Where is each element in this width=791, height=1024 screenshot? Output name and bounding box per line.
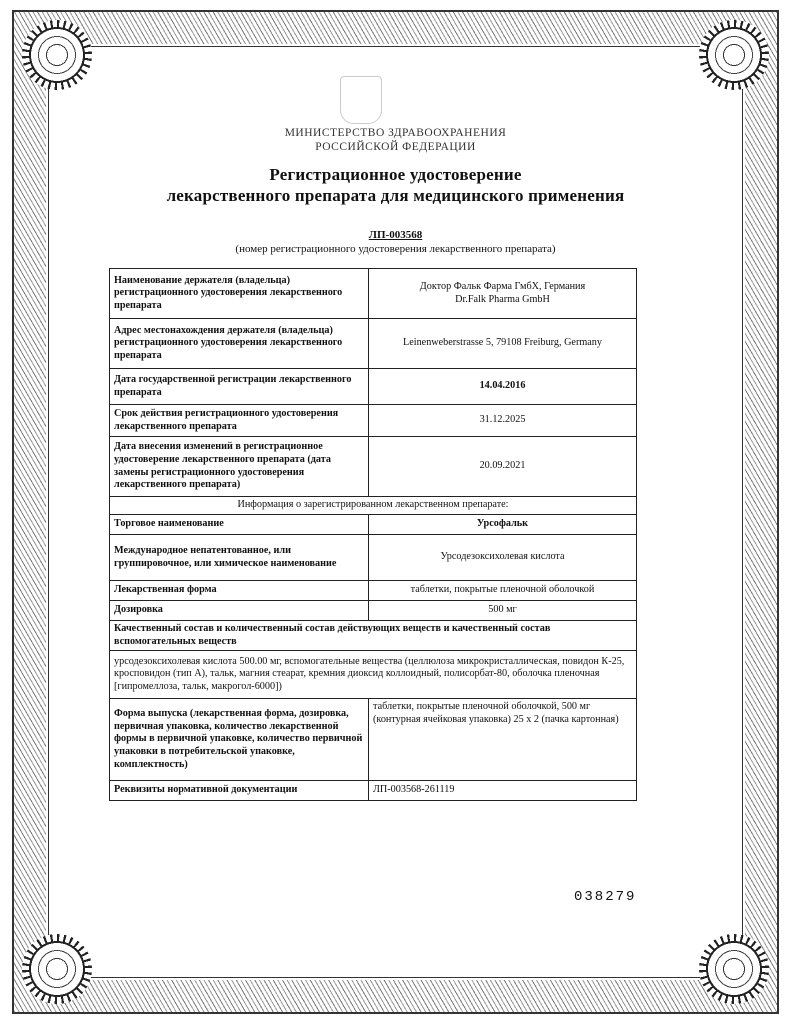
table-row <box>110 781 637 801</box>
serial-number: 038279 <box>574 889 637 905</box>
corner-rosette <box>699 20 769 90</box>
row-label: Лекарственная форма <box>110 581 369 601</box>
table-row <box>110 581 637 601</box>
table-row <box>110 269 637 319</box>
row-label: Форма выпуска (лекарственная форма, дозировка, первичная упаковка, количество лекарственной формы в первичной упаковке, количество первичной упаковки в потребительской упаковке, комплектность) <box>110 699 369 781</box>
table-row <box>110 369 637 405</box>
table-row <box>110 437 637 497</box>
row-label: Срок действия регистрационного удостоверения лекарственного препарата <box>110 405 369 437</box>
info-heading: Информация о зарегистрированном лекарственном препарате: <box>110 497 637 515</box>
holder-name-ru: Доктор Фальк Фарма ГмбХ, Германия <box>419 280 586 292</box>
registration-number: ЛП-003568 <box>368 229 423 241</box>
table-row <box>110 651 637 699</box>
table-row <box>110 405 637 437</box>
row-label: Дата внесения изменений в регистрационное удостоверение лекарственного препарата (дата замены регистрационного удостоверения лекарственного препарата) <box>110 437 369 497</box>
table-row <box>110 319 637 369</box>
ministry-line: РОССИЙСКОЙ ФЕДЕРАЦИИ <box>315 141 476 153</box>
registration-number-caption: (номер регистрационного удостоверения лекарственного препарата) <box>235 243 556 255</box>
table-row <box>110 515 637 535</box>
state-emblem-icon <box>340 76 382 124</box>
table-row <box>110 601 637 621</box>
table-row <box>110 699 637 781</box>
normdoc-value: ЛП-003568-261119 <box>369 781 637 801</box>
document-title <box>0 164 791 206</box>
holder-address: Leinenweberstrasse 5, 79108 Freiburg, Germany <box>369 319 637 369</box>
holder-value <box>369 269 637 319</box>
row-label: Дозировка <box>110 601 369 621</box>
row-label: Дата государственной регистрации лекарственного препарата <box>110 369 369 405</box>
dosage-form: таблетки, покрытые пленочной оболочкой <box>369 581 637 601</box>
row-label: Торговое наименование <box>110 515 369 535</box>
table-row <box>110 535 637 581</box>
validity-date: 31.12.2025 <box>369 405 637 437</box>
ministry-heading <box>0 126 791 154</box>
table-row <box>110 621 637 651</box>
table-row <box>110 497 637 515</box>
certificate-table <box>109 268 637 801</box>
ministry-line: МИНИСТЕРСТВО ЗДРАВООХРАНЕНИЯ <box>284 127 507 139</box>
composition-value: урсодезоксихолевая кислота 500.00 мг, вспомогательные вещества (целлюлоза микрокристаллическая, повидон К-25, кросповидон (тип А), тальк, магния стеарат, кремния диоксид коллоидный, полисорбат-80, оболочка пленочная [гипромеллоза, тальк, макрогол-6000]) <box>110 651 637 699</box>
registration-date: 14.04.2016 <box>369 369 637 405</box>
corner-rosette <box>22 934 92 1004</box>
corner-rosette <box>699 934 769 1004</box>
trade-name: Урсофальк <box>369 515 637 535</box>
row-label: Реквизиты нормативной документации <box>110 781 369 801</box>
release-form: таблетки, покрытые пленочной оболочкой, 500 мг (контурная ячейковая упаковка) 25 х 2 (пачка картонная) <box>369 699 637 781</box>
composition-label: Качественный состав и количественный состав действующих веществ и качественный состав вспомогательных веществ <box>110 621 637 651</box>
title-line: лекарственного препарата для медицинского применения <box>166 186 625 205</box>
holder-name-en: Dr.Falk Pharma GmbH <box>455 293 550 305</box>
registration-number-block <box>0 228 791 256</box>
title-line: Регистрационное удостоверение <box>269 165 522 184</box>
inn-value: Урсодезоксихолевая кислота <box>369 535 637 581</box>
corner-rosette <box>22 20 92 90</box>
row-label: Наименование держателя (владельца) регистрационного удостоверения лекарственного препарата <box>110 269 369 319</box>
row-label: Международное непатентованное, или группировочное, или химическое наименование <box>110 535 369 581</box>
row-label: Адрес местонахождения держателя (владельца) регистрационного удостоверения лекарственного препарата <box>110 319 369 369</box>
change-date: 20.09.2021 <box>369 437 637 497</box>
dosage-value: 500 мг <box>369 601 637 621</box>
